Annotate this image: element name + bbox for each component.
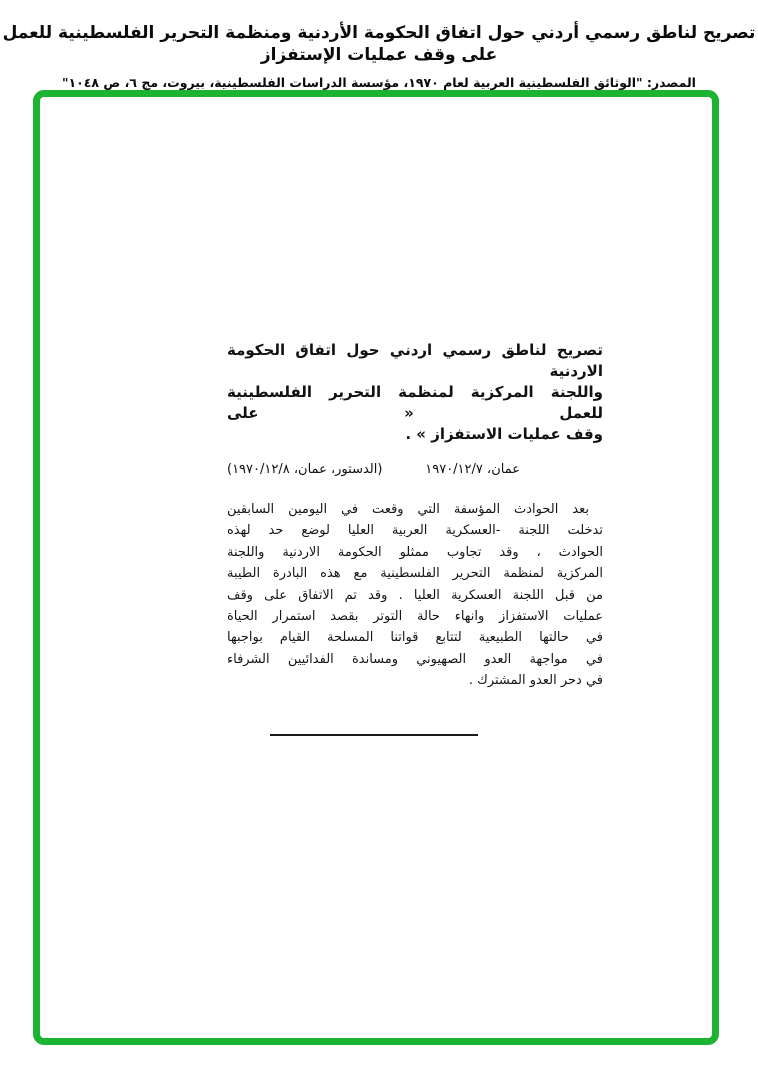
body-line: من قبل اللجنة العسكرية العليا . وقد تم الاتفاق على وقف xyxy=(227,587,603,603)
document-frame xyxy=(33,90,719,1045)
body-line: تدخلت اللجنة -العسكرية العربية العليا لوضع حد لهذه xyxy=(227,523,603,539)
page-header xyxy=(0,22,758,90)
document-body xyxy=(227,499,603,692)
body-line: في دحر العدو المشترك . xyxy=(468,673,603,689)
document-title xyxy=(227,340,603,445)
body-line: عمليات الاستفزاز وانهاء حالة التوتر بقصد استمرار الحياة xyxy=(227,609,603,625)
body-line: بعد الحوادث المؤسفة التي وقعت في اليومين السابقين xyxy=(227,502,589,517)
source-citation: المصدر: "الوثائق الفلسطينية العربية لعام ١٩٧٠، مؤسسة الدراسات الفلسطينية، بيروت، مج ٦، ص ١٠٤٨" xyxy=(62,75,696,90)
body-line: المركزية لمنظمة التحرير الفلسطينية مع هذه البادرة الطيبة xyxy=(227,566,603,582)
document-title-line: تصريح لناطق رسمي اردني حول اتفاق الحكومة الاردنية xyxy=(227,341,603,380)
source-reference: (الدستور، عمان، ١٩٧٠/١٢/٨) xyxy=(227,462,383,477)
body-line: الحوادث ، وقد تجاوب ممثلو الحكومة الاردنية واللجنة xyxy=(227,544,603,560)
body-line: في مواجهة العدو الصهيوني ومساندة الفدائيين الشرفاء xyxy=(227,651,603,667)
page-title: تصريح لناطق رسمي أردني حول اتفاق الحكومة الأردنية ومنظمة التحرير الفلسطينية للعمل على وقف عمليات الإستفزاز xyxy=(2,23,756,65)
scanned-document-content xyxy=(227,340,603,736)
body-line: في حالتها الطبيعية لتتابع قواتنا المسلحة القيام بواجبها xyxy=(227,630,603,646)
document-title-line: وقف عمليات الاستفزاز » . xyxy=(405,425,603,443)
place-date: عمان، ١٩٧٠/١٢/٧ xyxy=(425,462,520,477)
dateline xyxy=(227,461,603,479)
document-title-line: واللجنة المركزية لمنظمة التحرير الفلسطينية للعمل « على xyxy=(227,383,603,422)
separator-rule xyxy=(270,734,478,736)
